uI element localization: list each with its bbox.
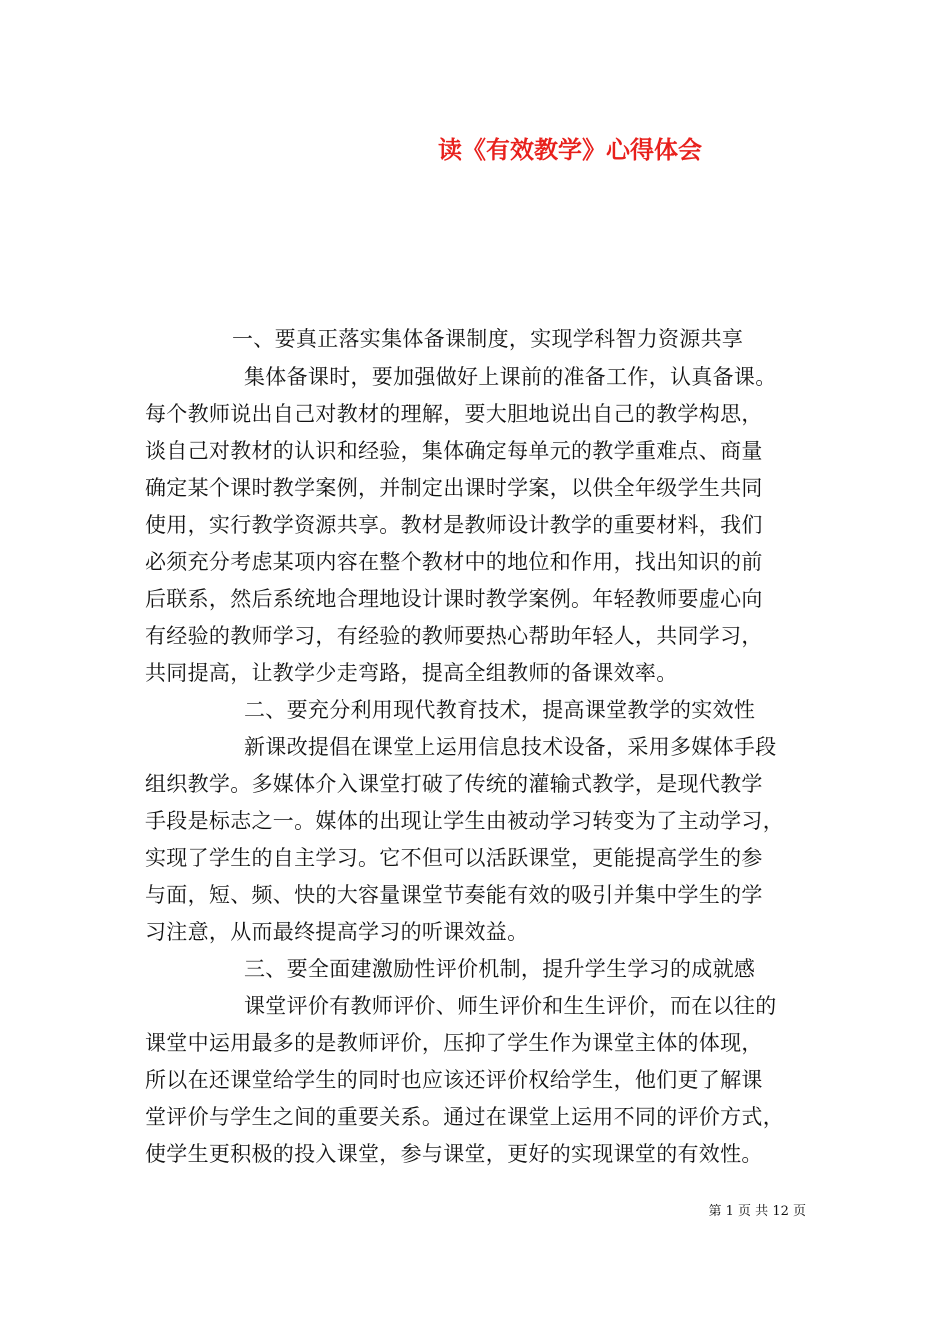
paragraph-line: 确定某个课时教学案例，并制定出课时学案，以供全年级学生共同 [145,476,763,500]
paragraph-line: 后联系，然后系统地合理地设计课时教学案例。年轻教师要虚心向 [145,587,763,611]
paragraph-line: 共同提高，让教学少走弯路，提高全组教师的备课效率。 [145,661,678,685]
paragraph-line: 使用，实行教学资源共享。教材是教师设计教学的重要材料，我们 [145,513,763,537]
document-title: 读《有效教学》心得体会 [438,135,702,164]
paragraph-line: 与面，短、频、快的大容量课堂节奏能有效的吸引并集中学生的学 [145,883,763,907]
paragraph-line: 实现了学生的自主学习。它不但可以活跃课堂，更能提高学生的参 [145,846,763,870]
paragraph-line: 有经验的教师学习，有经验的教师要热心帮助年轻人，共同学习， [145,624,763,648]
paragraph-line: 所以在还课堂给学生的同时也应该还评价权给学生，他们更了解课 [145,1068,763,1092]
paragraph-line: 谈自己对教材的认识和经验，集体确定每单元的教学重难点、商量 [145,439,763,463]
section-heading-3: 三、要全面建激励性评价机制，提升学生学习的成就感 [244,957,756,981]
paragraph-line: 习注意，从而最终提高学习的听课效益。 [145,920,529,944]
section-heading-2: 二、要充分利用现代教育技术，提高课堂教学的实效性 [244,698,756,722]
paragraph-line: 新课改提倡在课堂上运用信息技术设备，采用多媒体手段 [244,735,777,759]
paragraph-line: 课堂评价有教师评价、师生评价和生生评价，而在以往的 [244,994,777,1018]
paragraph-line: 手段是标志之一。媒体的出现让学生由被动学习转变为了主动学习， [145,809,784,833]
page-number-footer: 第 1 页 共 12 页 [708,1204,806,1219]
paragraph-line: 必须充分考虑某项内容在整个教材中的地位和作用，找出知识的前 [145,550,763,574]
paragraph-line: 组织教学。多媒体介入课堂打破了传统的灌输式教学，是现代教学 [145,772,763,796]
paragraph-line: 堂评价与学生之间的重要关系。通过在课堂上运用不同的评价方式， [145,1105,784,1129]
section-heading-1: 一、要真正落实集体备课制度，实现学科智力资源共享 [232,327,744,351]
paragraph-line: 每个教师说出自己对教材的理解，要大胆地说出自己的教学构思， [145,402,763,426]
paragraph-line: 使学生更积极的投入课堂，参与课堂，更好的实现课堂的有效性。 [145,1142,763,1166]
paragraph-line: 课堂中运用最多的是教师评价，压抑了学生作为课堂主体的体现， [145,1031,763,1055]
paragraph-line: 集体备课时，要加强做好上课前的准备工作，认真备课。 [244,365,777,389]
